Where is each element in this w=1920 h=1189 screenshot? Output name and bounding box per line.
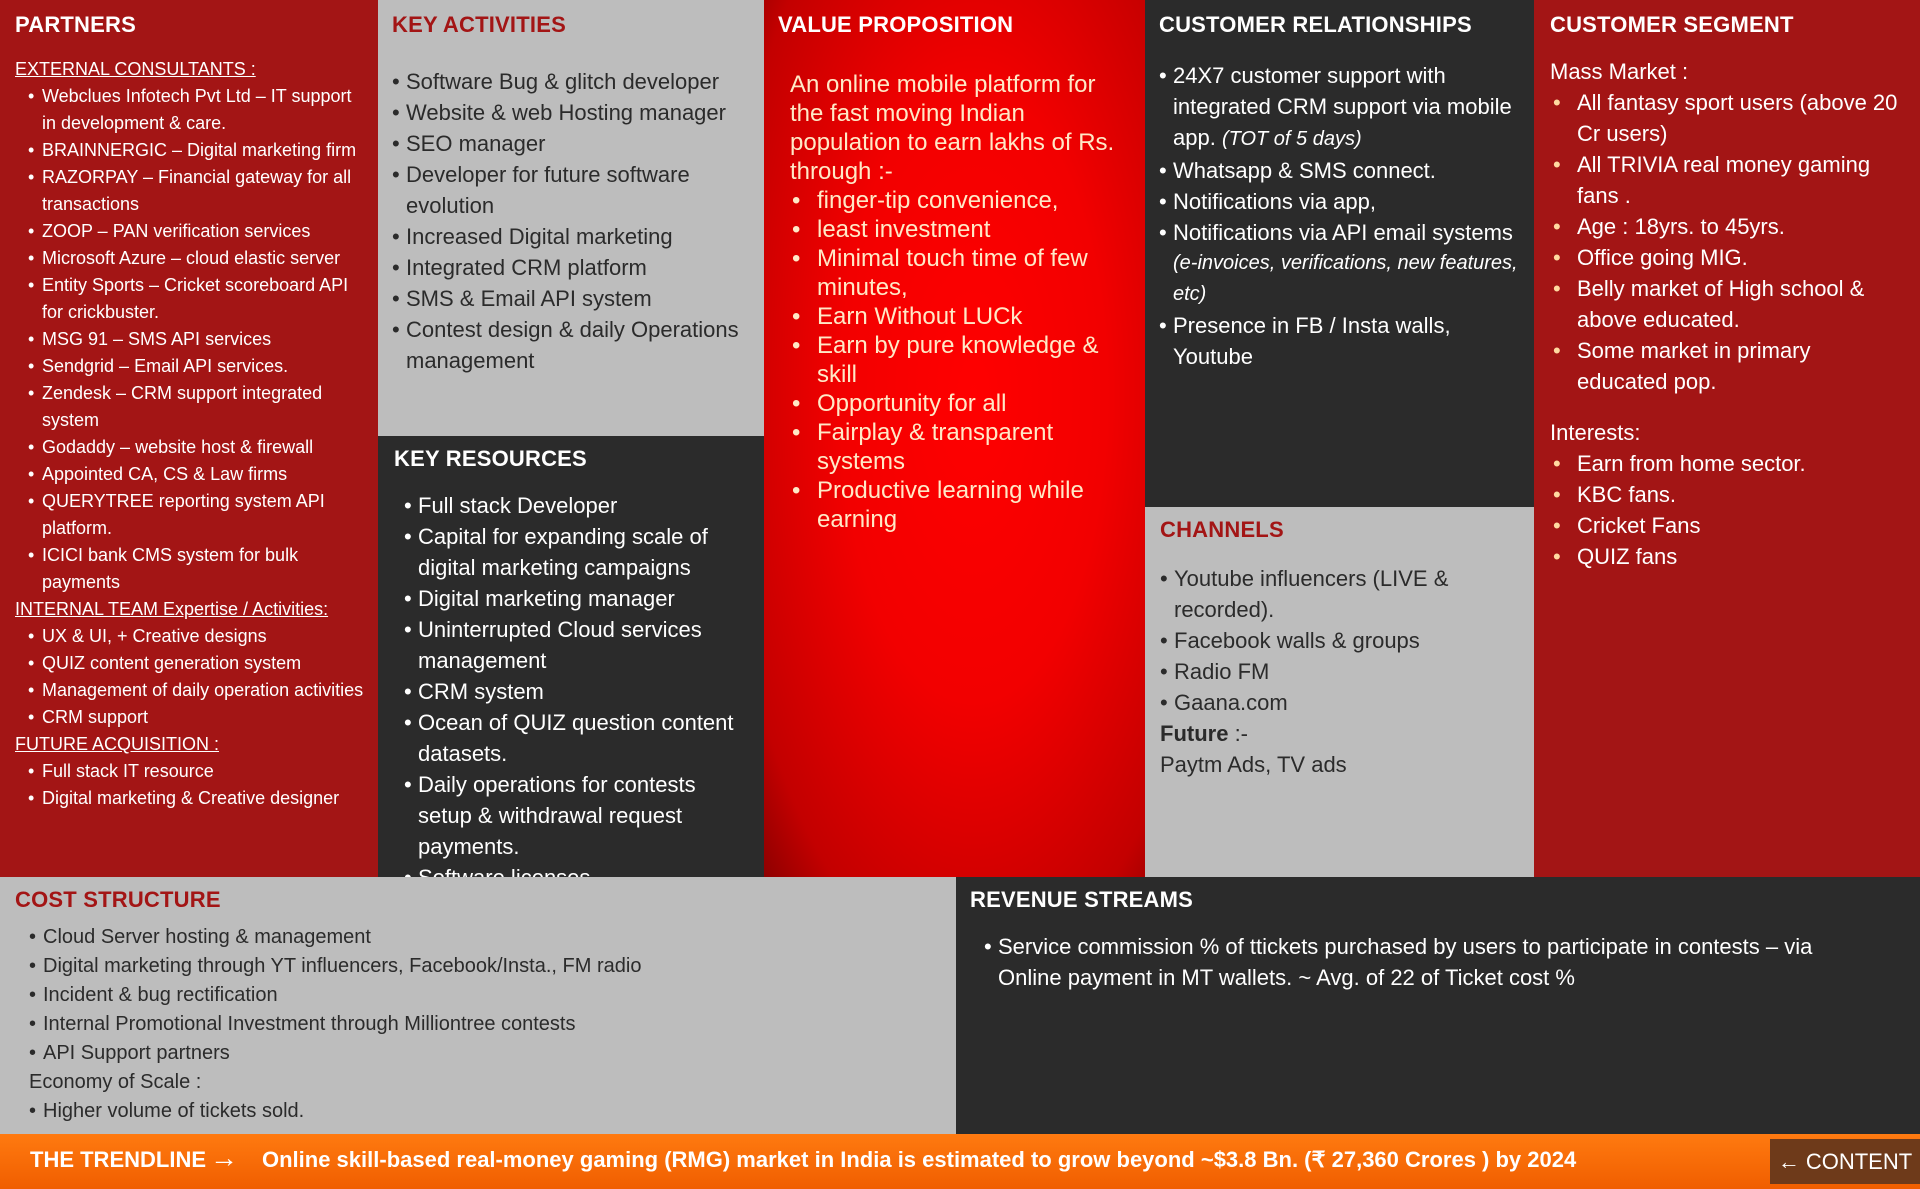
channels-panel	[1145, 507, 1534, 877]
value-proposition-list	[778, 186, 1115, 534]
list-item: • Some market in primary educated pop.	[1550, 335, 1904, 397]
list-item: • Ocean of QUIZ question content datasets.	[404, 707, 752, 769]
list-item: • Integrated CRM platform	[392, 252, 750, 283]
list-item: • Sendgrid – Email API services.	[15, 353, 364, 380]
channels-future-suffix: :-	[1228, 721, 1249, 746]
list-item: • Incident & bug rectification	[29, 981, 940, 1010]
list-item: • Facebook walls & groups	[1160, 625, 1522, 656]
economy-of-scale-list	[15, 1097, 940, 1126]
list-item: • All TRIVIA real money gaming fans .	[1550, 149, 1904, 211]
customer-relationships-panel	[1145, 0, 1534, 507]
list-item: • Microsoft Azure – cloud elastic server	[15, 245, 364, 272]
key-resources-panel	[378, 436, 764, 877]
interests-label: Interests:	[1550, 420, 1641, 445]
list-item: • UX & UI, + Creative designs	[15, 623, 364, 650]
list-item: • SEO manager	[392, 128, 750, 159]
customer-relationships-heading: CUSTOMER RELATIONSHIPS	[1159, 12, 1472, 37]
key-activities-heading: KEY ACTIVITIES	[392, 12, 566, 37]
value-proposition-panel	[764, 0, 1145, 877]
list-item: • Belly market of High school & above educated.	[1550, 273, 1904, 335]
list-item: • QUIZ content generation system	[15, 650, 364, 677]
list-item: • Fairplay & transparent systems	[790, 418, 1115, 476]
content-button[interactable]	[1770, 1139, 1920, 1184]
key-activities-panel	[378, 0, 764, 436]
list-item: • Website & web Hosting manager	[392, 97, 750, 128]
interests-list	[1550, 448, 1904, 572]
list-item: • MSG 91 – SMS API services	[15, 326, 364, 353]
channels-future-line	[1160, 718, 1522, 749]
partners-heading: PARTNERS	[15, 12, 136, 37]
list-item: • Service commission % of ttickets purchased by users to participate in contests – via Online payment in MT wallets. ~ Avg. of 22 of Ticket cost %	[984, 931, 1880, 993]
list-item: • Whatsapp & SMS connect.	[1159, 155, 1522, 186]
list-item: • Appointed CA, CS & Law firms	[15, 461, 364, 488]
future-acquisition-list	[15, 758, 364, 812]
mass-market-list	[1550, 87, 1904, 397]
value-proposition-heading: VALUE PROPOSITION	[778, 12, 1014, 37]
list-item: • Zendesk – CRM support integrated system	[15, 380, 364, 434]
list-item: • Developer for future software evolution	[392, 159, 750, 221]
list-item: • Cloud Server hosting & management	[29, 923, 940, 952]
list-item: • Minimal touch time of few minutes,	[790, 244, 1115, 302]
economy-of-scale-label: Economy of Scale :	[29, 1071, 202, 1093]
list-item: • Earn from home sector.	[1550, 448, 1904, 479]
trendline-label: THE TRENDLINE	[30, 1147, 206, 1172]
cr-item-text: 24X7 customer support with integrated CRM support via mobile app.	[1173, 63, 1512, 150]
list-item: • Earn by pure knowledge & skill	[790, 331, 1115, 389]
list-item: • QUIZ fans	[1550, 541, 1904, 572]
list-item: • API Support partners	[29, 1039, 940, 1068]
list-item: • Opportunity for all	[790, 389, 1115, 418]
channels-future-text: Paytm Ads, TV ads	[1160, 752, 1347, 777]
internal-team-heading: INTERNAL TEAM Expertise / Activities:	[15, 599, 329, 619]
revenue-streams-panel	[956, 877, 1920, 1134]
value-proposition-intro: An online mobile platform for the fast moving Indian population to earn lakhs of Rs. through :-	[790, 71, 1115, 185]
key-activities-list	[392, 66, 750, 376]
list-item: • Management of daily operation activities	[15, 677, 364, 704]
key-resources-list	[394, 490, 752, 893]
customer-segment-heading: CUSTOMER SEGMENT	[1550, 12, 1794, 37]
trendline-text: Online skill-based real-money gaming (RMG) market in India is estimated to grow beyond ~$3.8 Bn. (₹ 27,360 Crores ) by 2024	[262, 1147, 1577, 1172]
external-consultants-list	[15, 83, 364, 596]
channels-list	[1160, 563, 1522, 718]
customer-relationships-list	[1159, 60, 1522, 372]
list-item: • Productive learning while earning	[790, 476, 1115, 534]
list-item: • Radio FM	[1160, 656, 1522, 687]
mass-market-label: Mass Market :	[1550, 59, 1689, 84]
revenue-streams-heading: REVENUE STREAMS	[970, 887, 1194, 912]
list-item: • All fantasy sport users (above 20 Cr users)	[1550, 87, 1904, 149]
list-item: • Contest design & daily Operations management	[392, 314, 750, 376]
list-item: • Increased Digital marketing	[392, 221, 750, 252]
list-item: • RAZORPAY – Financial gateway for all transactions	[15, 164, 364, 218]
list-item: • Notifications via app,	[1159, 186, 1522, 217]
list-item: • Godaddy – website host & firewall	[15, 434, 364, 461]
list-item: • Age : 18yrs. to 45yrs.	[1550, 211, 1904, 242]
future-acquisition-heading: FUTURE ACQUISITION :	[15, 734, 220, 754]
channels-future-label: Future	[1160, 721, 1229, 746]
list-item: • SMS & Email API system	[392, 283, 750, 314]
list-item: • Presence in FB / Insta walls, Youtube	[1159, 310, 1522, 372]
trendline-bar	[0, 1134, 1920, 1189]
list-item: • Digital marketing manager	[404, 583, 752, 614]
key-resources-heading: KEY RESOURCES	[394, 446, 587, 471]
list-item: • Digital marketing & Creative designer	[15, 785, 364, 812]
list-item: • Uninterrupted Cloud services management	[404, 614, 752, 676]
cr-item-text: Notifications via API email systems	[1173, 220, 1513, 245]
list-item	[1159, 217, 1522, 310]
list-item: • Office going MIG.	[1550, 242, 1904, 273]
cr-item-note: (TOT of 5 days)	[1221, 128, 1362, 150]
left-arrow-icon: ←	[1777, 1148, 1800, 1174]
list-item: • Daily operations for contests setup & withdrawal request payments.	[404, 769, 752, 862]
customer-segment-panel	[1534, 0, 1920, 877]
list-item: • finger-tip convenience,	[790, 186, 1115, 215]
cost-structure-list	[15, 923, 940, 1068]
list-item: • Full stack IT resource	[15, 758, 364, 785]
list-item: • CRM system	[404, 676, 752, 707]
partners-panel	[0, 0, 378, 877]
cost-structure-panel	[0, 877, 956, 1134]
cr-item-note: (e-invoices, verifications, new features, etc)	[1173, 252, 1518, 305]
list-item: • Higher volume of tickets sold.	[29, 1097, 940, 1126]
list-item: • Cricket Fans	[1550, 510, 1904, 541]
list-item: • Capital for expanding scale of digital marketing campaigns	[404, 521, 752, 583]
external-consultants-heading: EXTERNAL CONSULTANTS :	[15, 59, 256, 79]
list-item: • QUERYTREE reporting system API platform.	[15, 488, 364, 542]
right-arrow-icon: →	[210, 1142, 238, 1173]
list-item: • Entity Sports – Cricket scoreboard API for crickbuster.	[15, 272, 364, 326]
list-item: • KBC fans.	[1550, 479, 1904, 510]
list-item: • Earn Without LUCk	[790, 302, 1115, 331]
list-item: • CRM support	[15, 704, 364, 731]
list-item: • ZOOP – PAN verification services	[15, 218, 364, 245]
list-item: • least investment	[790, 215, 1115, 244]
list-item: • Youtube influencers (LIVE & recorded).	[1160, 563, 1522, 625]
internal-team-list	[15, 623, 364, 731]
list-item: • BRAINNERGIC – Digital marketing firm	[15, 137, 364, 164]
revenue-streams-list	[970, 931, 1880, 993]
channels-heading: CHANNELS	[1160, 517, 1284, 542]
content-button-label: CONTENT	[1805, 1148, 1913, 1174]
list-item: • Software Bug & glitch developer	[392, 66, 750, 97]
list-item: • Internal Promotional Investment through Milliontree contests	[29, 1010, 940, 1039]
list-item	[1159, 60, 1522, 155]
list-item: • Digital marketing through YT influencers, Facebook/Insta., FM radio	[29, 952, 940, 981]
list-item: • Gaana.com	[1160, 687, 1522, 718]
list-item: • Webclues Infotech Pvt Ltd – IT support in development & care.	[15, 83, 364, 137]
cost-structure-heading: COST STRUCTURE	[15, 887, 221, 912]
list-item: • ICICI bank CMS system for bulk payments	[15, 542, 364, 596]
list-item: • Full stack Developer	[404, 490, 752, 521]
